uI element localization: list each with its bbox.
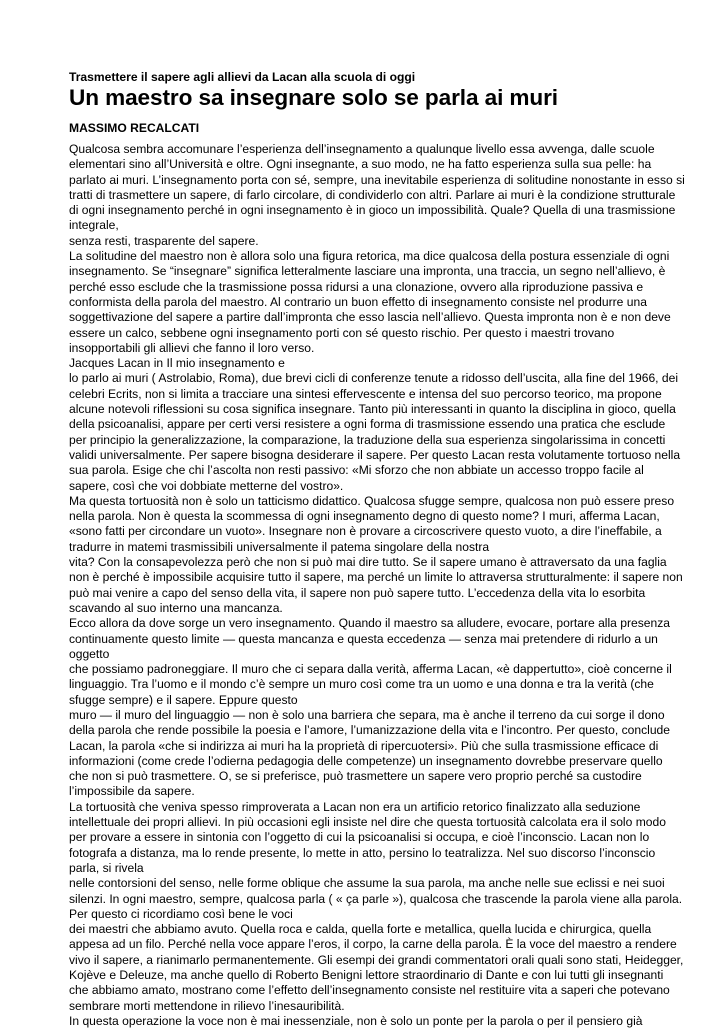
paragraph: In questa operazione la voce non è mai inessenziale, non è solo un ponte per la parola o per il pensiero già (69, 1013, 643, 1028)
paragraph: vita? Con la consapevolezza però che non si può mai dire tutto. Se il sapere umano è attraversato da una faglia non è perché è impossibile acquisire tutto il sapere, ma perché un limite lo attraversa strutturalmente: il sapere non può mai venire a capo del senso della vita, il sapere non può sapere tutto. L’eccedenza della vita lo esorbita scavando al suo interno una mancanza. (69, 555, 683, 615)
article-author: MASSIMO RECALCATI (69, 121, 200, 135)
paragraph: lo parlo ai muri ( Astrolabio, Roma), due brevi cicli di conferenze tenute a ridosso dell’uscita, alla fine del 1966, dei celebri Ecrits, non si limita a tracciare una sintesi effervescente e intensa del suo percorso teorico, ma propone alcune notevoli riflessioni su cosa significa insegnare. Tanto più interessanti in quanto la disciplina in gioco, quella della psicoanalisi, appare per certi versi resistere a ogni forma di trasmissione essendo una pratica che esclude per principio la generalizzazione, la comparazione, la traduzione della sua esperienza singolarissima in concetti (69, 371, 679, 447)
article (69, 70, 685, 1029)
paragraph: La solitudine del maestro non è allora solo una figura retorica, ma dice qualcosa della postura essenziale di ogni insegnamento. Se “insegnare” significa letteralmente lasciare una impronta, una traccia, un segno nell’allievo, è perché esso esclude che la trasmissione possa ridursi a una clonazione, ovvero alla riproduzione passiva e conformista della parola del maestro. Al contrario un buon effetto di insegnamento consiste nel produrre una soggettivazione del sapere a partire dall’impronta che esso lascia nell’allievo. Questa impronta non è e non deve essere un calco, sebbene ogni insegnamento porti con sé questo rischio. Per questo i maestri trovano insopportabili gli allievi che fanno il loro verso. (69, 249, 671, 355)
article-body (69, 142, 685, 1029)
paragraph: che possiamo padroneggiare. Il muro che ci separa dalla verità, afferma Lacan, «è dappertutto», cioè concerne il linguaggio. Tra l’uomo e il mondo c’è sempre un muro così come tra un uomo e una donna e tra la verità (che sfugge sempre) e il sapere. Eppure questo (69, 662, 672, 707)
paragraph: senza resti, trasparente del sapere. (69, 233, 259, 248)
paragraph: Jacques Lacan in Il mio insegnamento e (69, 356, 285, 371)
article-kicker: Trasmettere il sapere agli allievi da Lacan alla scuola di oggi (69, 70, 416, 84)
paragraph: La tortuosità che veniva spesso rimproverata a Lacan non era un artificio retorico finalizzato alla seduzione intellettuale dei propri allievi. In più occasioni egli insiste nel dire che questa tortuosità calcolata era il solo modo per provare a essere in sintonia con l’oggetto di cui la psicoanalisi si occupa, e cioè l’inconscio. Lacan non lo fotografa a distanza, ma lo rende presente, lo mette in atto, persino lo teatralizza. Nel suo discorso l’inconscio parla, si rivela (69, 799, 666, 875)
paragraph: validi universalmente. Per sapere bisogna desiderare il sapere. Per questo Lacan resta volutamente tortuoso nella sua parola. Esige che chi l’ascolta non resti passivo: «Mi sforzo che non abbiate un accesso troppo facile al sapere, così che voi dobbiate metterne del vostro». (69, 447, 681, 493)
article-title: Un maestro sa insegnare solo se parla ai muri (69, 85, 558, 110)
paragraph: dei maestri che abbiamo avuto. Quella roca e calda, quella forte e metallica, quella lucida e chirurgica, quella appesa ad un filo. Perché nella voce appare l’eros, il corpo, la carne della parola. È la voce del maestro a rendere vivo il sapere, a rianimarlo permanentemente. Gli esempi dei grandi commentatori orali quali sono stati, Heidegger, Kojève e Deleuze, ma anche quello di Roberto Benigni lettore straordinario di Dante e con lui tutti gli insegnanti che abbiamo amato, mostrano come l’effetto dell’insegnamento consiste nel restituire vita a saperi che potevano sembrare morti mettendone in rilievo l’inesauribilità. (69, 922, 684, 1013)
paragraph: Ma questa tortuosità non è solo un tatticismo didattico. Qualcosa sfugge sempre, qualcosa non può essere preso nella parola. Non è questa la scommessa di ogni insegnamento degno di questo nome? I muri, afferma Lacan, «sono fatti per circondare un vuoto». Insegnare non è provare a circoscrivere questo vuoto, a dire l’ineffabile, a tradurre in matemi trasmissibili universalmente il patema singolare della nostra (69, 493, 675, 554)
paragraph: muro — il muro del linguaggio — non è solo una barriera che separa, ma è anche il terreno da cui sorge il dono della parola che rende possibile la poesia e l’amore, l’umanizzazione della vita e l’incontro. Per questo, conclude Lacan, la parola «che si indirizza ai muri ha la proprietà di ripercuotersi». Più che sulla trasmissione efficace di informazioni (come crede l’odierna pedagogia delle competenze) un insegnamento dovrebbe preservare quello che non si può trasmettere. O, se si preferisce, può trasmettere un sapere vero proprio perché sa custodire l’impossibile da sapere. (69, 707, 671, 799)
paragraph: Qualcosa sembra accomunare l’esperienza dell’insegnamento a qualunque livello essa avvenga, dalle scuole elementari sino all’Università e oltre. Ogni insegnante, a suo modo, ne ha fatto esperienza sulla sua pelle: ha parlato ai muri. L’insegnamento porta con sé, sempre, una inevitabile esperienza di solitudine nonostante in esso si tratti di trasmettere un sapere, di farlo circolare, di condividerlo con altri. Parlare ai muri è la condizione strutturale di ogni insegnamento perché in ogni insegnamento è in gioco un impossibilità. Quale? Quella di una trasmissione integrale, (69, 142, 685, 233)
paragraph: Ecco allora da dove sorge un vero insegnamento. Quando il maestro sa alludere, evocare, portare alla presenza continuamente questo limite — questa mancanza e questa eccedenza — senza mai pretendere di ridurlo a un oggetto (69, 616, 671, 661)
paragraph: nelle contorsioni del senso, nelle forme oblique che assume la sua parola, ma anche nelle sue eclissi e nei suoi silenzi. In ogni maestro, sempre, qualcosa parla ( « ça parle »), qualcosa che trascende la parola viene alla parola. Per questo ci ricordiamo così bene le voci (69, 876, 683, 921)
